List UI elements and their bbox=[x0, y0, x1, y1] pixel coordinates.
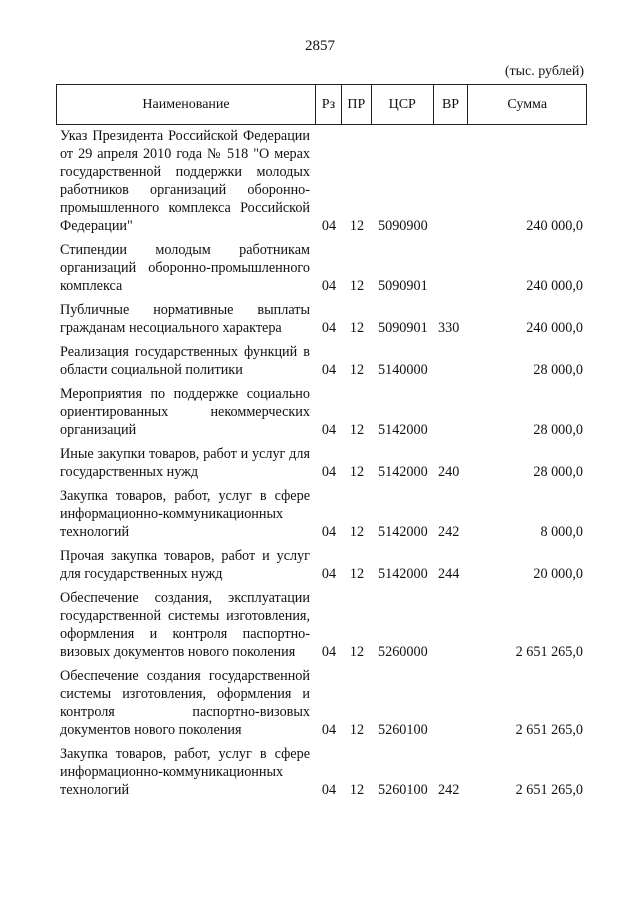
table-row bbox=[56, 589, 587, 661]
row-rz: 04 bbox=[321, 722, 337, 738]
row-vr: 330 bbox=[438, 320, 460, 336]
table-row bbox=[56, 343, 587, 379]
row-pr: 12 bbox=[349, 644, 365, 660]
row-csr: 5260100 bbox=[378, 722, 428, 738]
row-sum: 2 651 265,0 bbox=[515, 722, 583, 738]
page-number: 2857 bbox=[305, 38, 335, 54]
row-rz: 04 bbox=[321, 422, 337, 438]
row-name: Закупка товаров, работ, услуг в сфере информационно-коммуникационных технологий bbox=[60, 746, 310, 798]
budget-table bbox=[56, 84, 587, 805]
row-csr: 5140000 bbox=[378, 362, 428, 378]
table-row bbox=[56, 667, 587, 739]
row-pr: 12 bbox=[349, 566, 365, 582]
row-vr: 242 bbox=[438, 782, 460, 798]
header-rz: Рз bbox=[316, 85, 342, 124]
header-vr: ВР bbox=[434, 85, 469, 124]
row-vr: 240 bbox=[438, 464, 460, 480]
row-rz: 04 bbox=[321, 218, 337, 234]
row-pr: 12 bbox=[349, 422, 365, 438]
row-pr: 12 bbox=[349, 362, 365, 378]
row-rz: 04 bbox=[321, 278, 337, 294]
units-note: (тыс. рублей) bbox=[504, 64, 584, 79]
row-csr: 5090901 bbox=[378, 320, 428, 336]
row-rz: 04 bbox=[321, 566, 337, 582]
row-name: Прочая закупка товаров, работ и услуг для государственных нужд bbox=[60, 548, 310, 582]
table-header bbox=[56, 84, 587, 125]
row-sum: 240 000,0 bbox=[526, 278, 583, 294]
row-rz: 04 bbox=[321, 644, 337, 660]
row-csr: 5142000 bbox=[378, 422, 428, 438]
table-row bbox=[56, 547, 587, 583]
row-name: Обеспечение создания, эксплуатации государственной системы изготовления, оформления и контроля паспортно-визовых документов нового поколения bbox=[60, 590, 310, 660]
header-pr: ПР bbox=[342, 85, 372, 124]
header-csr: ЦСР bbox=[372, 85, 434, 124]
row-name: Мероприятия по поддержке социально ориентированных некоммерческих организаций bbox=[60, 386, 310, 438]
row-name: Закупка товаров, работ, услуг в сфере информационно-коммуникационных технологий bbox=[60, 488, 310, 540]
row-csr: 5260100 bbox=[378, 782, 428, 798]
header-name: Наименование bbox=[57, 85, 316, 124]
row-name: Публичные нормативные выплаты гражданам несоциального характера bbox=[60, 302, 310, 336]
row-name: Реализация государственных функций в области социальной политики bbox=[60, 344, 310, 378]
row-pr: 12 bbox=[349, 218, 365, 234]
row-sum: 2 651 265,0 bbox=[515, 782, 583, 798]
row-sum: 28 000,0 bbox=[533, 464, 583, 480]
row-rz: 04 bbox=[321, 524, 337, 540]
row-pr: 12 bbox=[349, 722, 365, 738]
table-row bbox=[56, 127, 587, 235]
row-pr: 12 bbox=[349, 464, 365, 480]
row-sum: 28 000,0 bbox=[533, 422, 583, 438]
table-row bbox=[56, 487, 587, 541]
table-row bbox=[56, 385, 587, 439]
row-sum: 240 000,0 bbox=[526, 218, 583, 234]
row-name: Обеспечение создания государственной системы изготовления, оформления и контроля паспортно-визовых документов нового поколения bbox=[60, 668, 310, 738]
row-sum: 20 000,0 bbox=[533, 566, 583, 582]
row-csr: 5142000 bbox=[378, 566, 428, 582]
row-csr: 5090900 bbox=[378, 218, 428, 234]
row-pr: 12 bbox=[349, 524, 365, 540]
table-row bbox=[56, 745, 587, 799]
row-csr: 5090901 bbox=[378, 278, 428, 294]
row-csr: 5142000 bbox=[378, 464, 428, 480]
table-row bbox=[56, 301, 587, 337]
table-row bbox=[56, 445, 587, 481]
row-rz: 04 bbox=[321, 362, 337, 378]
row-rz: 04 bbox=[321, 320, 337, 336]
header-sum: Сумма bbox=[507, 96, 548, 112]
table-row bbox=[56, 241, 587, 295]
row-vr: 242 bbox=[438, 524, 460, 540]
row-pr: 12 bbox=[349, 782, 365, 798]
row-name: Стипендии молодым работникам организаций оборонно-промышленного комплекса bbox=[60, 242, 310, 294]
row-rz: 04 bbox=[321, 464, 337, 480]
row-name: Иные закупки товаров, работ и услуг для государственных нужд bbox=[60, 446, 310, 480]
row-pr: 12 bbox=[349, 320, 365, 336]
row-vr: 244 bbox=[438, 566, 460, 582]
row-sum: 8 000,0 bbox=[540, 524, 583, 540]
row-pr: 12 bbox=[349, 278, 365, 294]
row-sum: 2 651 265,0 bbox=[515, 644, 583, 660]
row-sum: 240 000,0 bbox=[526, 320, 583, 336]
row-csr: 5260000 bbox=[378, 644, 428, 660]
row-sum: 28 000,0 bbox=[533, 362, 583, 378]
row-name: Указ Президента Российской Федерации от 29 апреля 2010 года № 518 "О мерах государственной поддержки молодых работников организаций оборонно-промышленного комплекса Российской Федерации" bbox=[60, 128, 310, 234]
row-csr: 5142000 bbox=[378, 524, 428, 540]
table-body bbox=[56, 125, 587, 799]
row-rz: 04 bbox=[321, 782, 337, 798]
